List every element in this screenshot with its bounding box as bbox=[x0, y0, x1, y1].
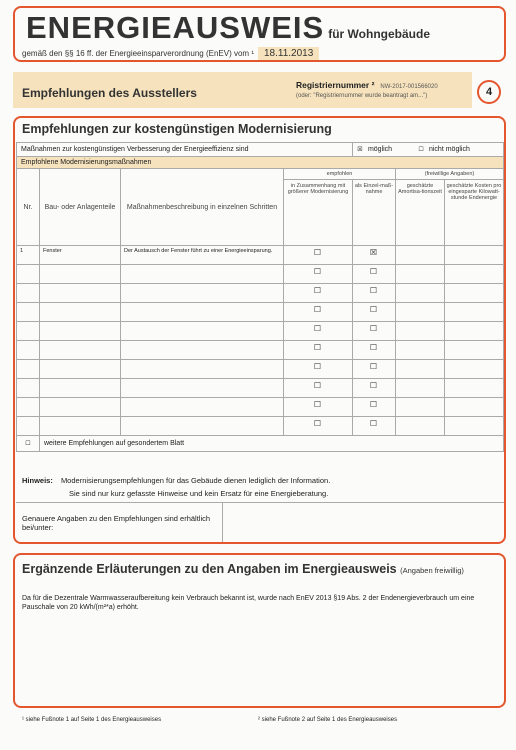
measure-row bbox=[17, 398, 504, 417]
in-context-checkbox[interactable]: ☐ bbox=[284, 398, 353, 417]
measure-part bbox=[40, 322, 121, 341]
amortisation-cell bbox=[396, 303, 445, 322]
col-amortisation: geschätzte Amortisa-tionszeit bbox=[396, 180, 445, 246]
issue-date: 18.11.2013 bbox=[258, 47, 319, 60]
in-context-checkbox[interactable]: ☐ bbox=[284, 417, 353, 436]
single-measure-checkbox[interactable]: ☐ bbox=[353, 303, 396, 322]
amortisation-cell bbox=[396, 265, 445, 284]
measure-nr bbox=[17, 322, 40, 341]
measure-part bbox=[40, 360, 121, 379]
measure-desc bbox=[121, 265, 284, 284]
recommendations-table bbox=[16, 142, 504, 452]
possible-checkbox[interactable]: ☒ bbox=[357, 147, 363, 153]
hint-block bbox=[22, 476, 330, 485]
more-info-divider bbox=[222, 502, 223, 542]
measure-part bbox=[40, 379, 121, 398]
measure-nr bbox=[17, 265, 40, 284]
single-measure-checkbox[interactable]: ☐ bbox=[353, 398, 396, 417]
cost-cell bbox=[445, 246, 504, 265]
cost-cell bbox=[445, 303, 504, 322]
measure-nr: 1 bbox=[17, 246, 40, 265]
measure-part bbox=[40, 417, 121, 436]
measure-row bbox=[17, 341, 504, 360]
cost-cell bbox=[445, 379, 504, 398]
measure-row bbox=[17, 379, 504, 398]
single-measure-checkbox[interactable]: ☐ bbox=[353, 360, 396, 379]
single-measure-checkbox[interactable]: ☐ bbox=[353, 284, 396, 303]
registration-number: NW-2017-001566020 bbox=[380, 84, 438, 90]
possibility-row bbox=[353, 143, 504, 157]
amortisation-cell bbox=[396, 322, 445, 341]
measure-nr bbox=[17, 284, 40, 303]
more-sheet-checkbox[interactable]: ☐ bbox=[25, 441, 31, 447]
supplement-box bbox=[13, 553, 506, 708]
measure-row bbox=[17, 360, 504, 379]
amortisation-cell bbox=[396, 246, 445, 265]
document-title: ENERGIEAUSWEIS für Wohngebäude bbox=[26, 10, 430, 45]
measure-nr bbox=[17, 360, 40, 379]
measure-part bbox=[40, 284, 121, 303]
measure-part: Fenster bbox=[40, 246, 121, 265]
measure-row bbox=[17, 265, 504, 284]
col-part: Bau- oder Anlagenteile bbox=[40, 169, 121, 246]
measure-row bbox=[17, 246, 504, 265]
in-context-checkbox[interactable]: ☐ bbox=[284, 341, 353, 360]
measure-nr bbox=[17, 341, 40, 360]
measure-desc bbox=[121, 284, 284, 303]
measure-desc bbox=[121, 360, 284, 379]
recommended-measures-label: Empfohlene Modernisierungsmaßnahmen bbox=[17, 157, 504, 169]
registration-sub: (oder: "Registriernummer wurde beantragt am...") bbox=[296, 93, 428, 99]
in-context-checkbox[interactable]: ☐ bbox=[284, 284, 353, 303]
col-recommended: empfohlen bbox=[284, 169, 396, 180]
in-context-checkbox[interactable]: ☐ bbox=[284, 303, 353, 322]
measure-rows bbox=[17, 246, 504, 436]
section-title: Empfehlungen des Ausstellers bbox=[22, 86, 197, 100]
page-number: 4 bbox=[477, 80, 501, 104]
supplement-title: Ergänzende Erläuterungen zu den Angaben im Energieausweis (Angaben freiwillig) bbox=[22, 562, 464, 576]
measure-desc bbox=[121, 341, 284, 360]
footnote-1: ¹ siehe Fußnote 1 auf Seite 1 des Energieausweises bbox=[22, 717, 162, 723]
possible-label: möglich bbox=[367, 146, 393, 153]
amortisation-cell bbox=[396, 379, 445, 398]
supplement-text: Da für die Dezentrale Warmwasseraufbereitung kein Verbrauch bekannt ist, wurde nach EnEV 2013 §19 Abs. 2 der Endenergieverbrauch um eine Pauschale von 20 kWh/(m²*a) erhöht. bbox=[22, 595, 475, 611]
measure-part bbox=[40, 398, 121, 417]
legal-text: gemäß den §§ 16 ff. der Energieeinsparverordnung (EnEV) vom ¹ 18.11.2013 bbox=[22, 47, 319, 60]
col-single-measure: als Einzel-maß-nahme bbox=[353, 180, 396, 246]
measure-desc bbox=[121, 322, 284, 341]
hint-label: Hinweis: bbox=[22, 476, 53, 485]
amortisation-cell bbox=[396, 417, 445, 436]
more-sheet-label: weitere Empfehlungen auf gesondertem Blatt bbox=[40, 436, 504, 452]
measure-desc bbox=[121, 417, 284, 436]
hint-divider bbox=[16, 502, 504, 503]
col-cost-per-kwh: geschätzte Kosten pro eingesparte Kilowatt-stunde Endenergie bbox=[445, 180, 504, 246]
recommendations-title: Empfehlungen zur kostengünstigen Modernisierung bbox=[22, 122, 332, 136]
col-nr: Nr. bbox=[17, 169, 40, 246]
single-measure-checkbox[interactable]: ☐ bbox=[353, 417, 396, 436]
measure-nr bbox=[17, 303, 40, 322]
measure-part bbox=[40, 341, 121, 360]
cost-cell bbox=[445, 322, 504, 341]
measure-row bbox=[17, 284, 504, 303]
measure-nr bbox=[17, 398, 40, 417]
cost-cell bbox=[445, 265, 504, 284]
in-context-checkbox[interactable]: ☐ bbox=[284, 265, 353, 284]
in-context-checkbox[interactable]: ☐ bbox=[284, 322, 353, 341]
registration-label: Registriernummer ² NW-2017-001566020 bbox=[296, 80, 438, 90]
measure-row bbox=[17, 322, 504, 341]
measure-desc: Der Austausch der Fenster führt zu einer Energieeinsparung. bbox=[121, 246, 284, 265]
amortisation-cell bbox=[396, 284, 445, 303]
measure-desc bbox=[121, 303, 284, 322]
cost-cell bbox=[445, 284, 504, 303]
col-voluntary: (freiwillige Angaben) bbox=[396, 169, 504, 180]
not-possible-checkbox[interactable]: ☐ bbox=[418, 147, 424, 153]
col-in-context: in Zusammenhang mit größerer Modernisierung bbox=[284, 180, 353, 246]
amortisation-cell bbox=[396, 360, 445, 379]
measure-nr bbox=[17, 379, 40, 398]
amortisation-cell bbox=[396, 341, 445, 360]
in-context-checkbox[interactable]: ☐ bbox=[284, 246, 353, 265]
cost-cell bbox=[445, 398, 504, 417]
footnote-2: ² siehe Fußnote 2 auf Seite 1 des Energieausweises bbox=[258, 717, 398, 723]
measure-desc bbox=[121, 379, 284, 398]
measure-nr bbox=[17, 417, 40, 436]
single-measure-checkbox[interactable]: ☐ bbox=[353, 379, 396, 398]
measure-row bbox=[17, 417, 504, 436]
document-subtitle: für Wohngebäude bbox=[328, 27, 430, 41]
measure-question: Maßnahmen zur kostengünstigen Verbesserung der Energieeffizienz sind bbox=[17, 143, 353, 157]
not-possible-label: nicht möglich bbox=[428, 146, 470, 153]
measure-row bbox=[17, 303, 504, 322]
more-info-label: Genauere Angaben zu den Empfehlungen sind erhältlich bei/unter: bbox=[22, 514, 211, 532]
hint-line1: Modernisierungsempfehlungen für das Gebäude dienen lediglich der Information. bbox=[60, 476, 331, 485]
measure-part bbox=[40, 265, 121, 284]
cost-cell bbox=[445, 360, 504, 379]
in-context-checkbox[interactable]: ☐ bbox=[284, 360, 353, 379]
single-measure-checkbox[interactable]: ☐ bbox=[353, 265, 396, 284]
cost-cell bbox=[445, 341, 504, 360]
in-context-checkbox[interactable]: ☐ bbox=[284, 379, 353, 398]
more-sheet-cell bbox=[17, 436, 40, 452]
single-measure-checkbox[interactable]: ☐ bbox=[353, 322, 396, 341]
hint-line2: Sie sind nur kurz gefasste Hinweise und kein Ersatz für eine Energieberatung. bbox=[69, 489, 329, 498]
col-desc: Maßnahmenbeschreibung in einzelnen Schritten bbox=[121, 169, 284, 246]
supplement-suffix: (Angaben freiwillig) bbox=[400, 566, 464, 575]
amortisation-cell bbox=[396, 398, 445, 417]
measure-desc bbox=[121, 398, 284, 417]
measure-part bbox=[40, 303, 121, 322]
cost-cell bbox=[445, 417, 504, 436]
single-measure-checkbox[interactable]: ☒ bbox=[353, 246, 396, 265]
single-measure-checkbox[interactable]: ☐ bbox=[353, 341, 396, 360]
